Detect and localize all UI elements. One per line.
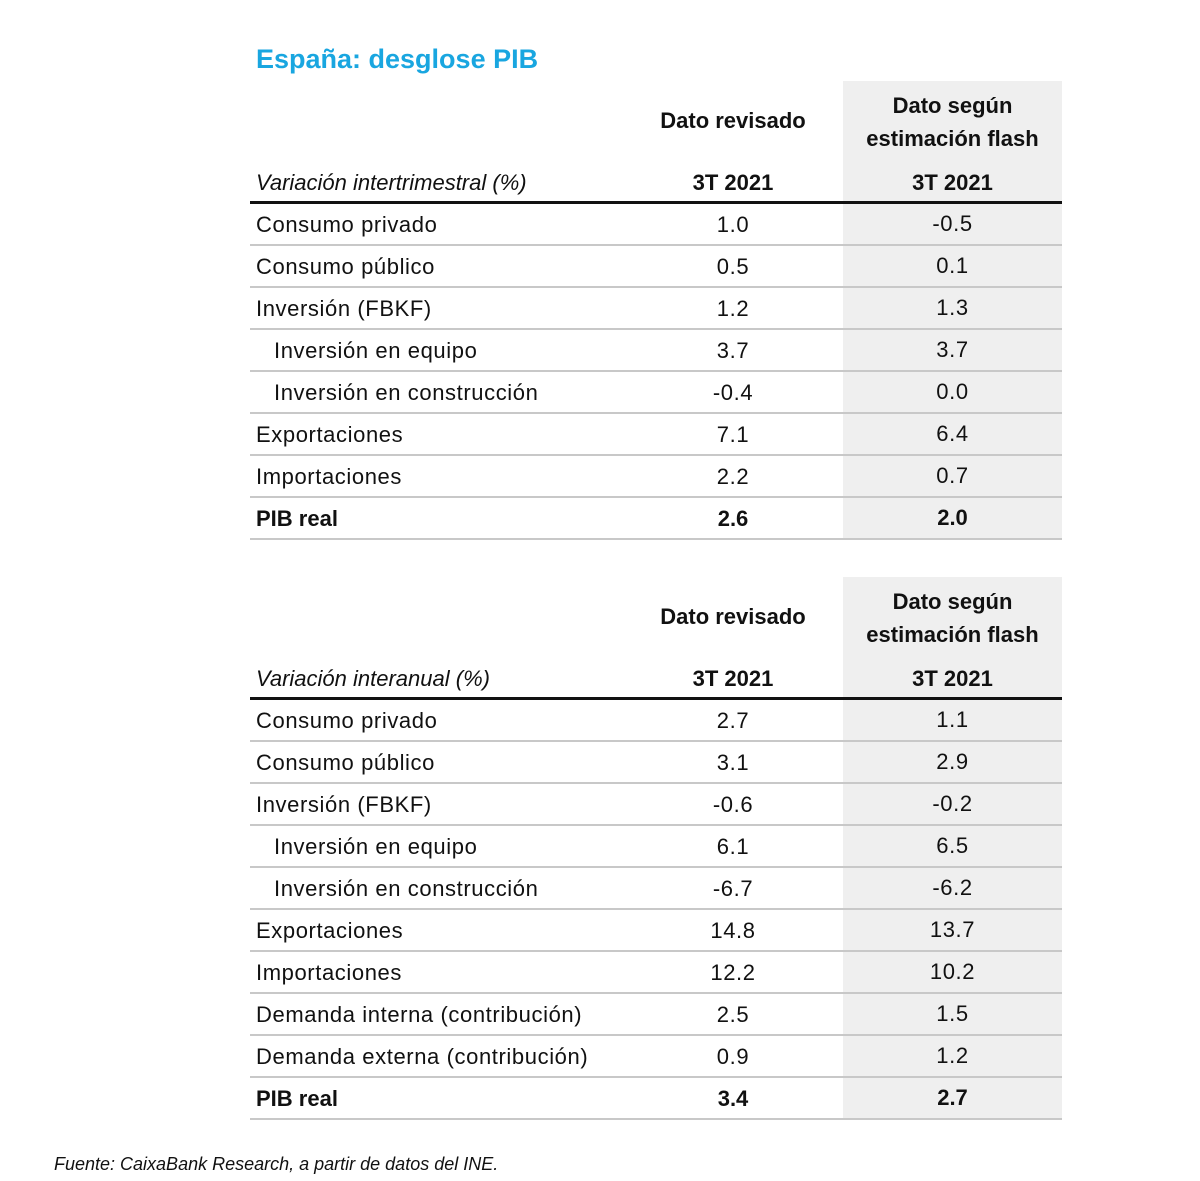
table-header xyxy=(250,81,1062,201)
table-row xyxy=(250,330,1062,372)
value-revised: -0.4 xyxy=(712,380,754,405)
row-header-label: Variación interanual (%) xyxy=(256,666,490,691)
source-note: Fuente: CaixaBank Research, a partir de datos del INE. xyxy=(54,1154,499,1174)
row-label: Consumo privado xyxy=(256,212,438,237)
value-revised: 7.1 xyxy=(716,422,750,447)
value-flash: -0.5 xyxy=(843,204,1062,244)
row-label: Inversión en equipo xyxy=(274,834,478,859)
row-label: Inversión en equipo xyxy=(274,338,478,363)
table-row xyxy=(250,784,1062,826)
value-revised: 2.5 xyxy=(716,1002,750,1027)
value-flash: 1.1 xyxy=(843,700,1062,740)
value-flash: 2.9 xyxy=(843,742,1062,782)
value-flash: -6.2 xyxy=(843,868,1062,908)
value-flash: 0.0 xyxy=(843,372,1062,412)
table-row-total xyxy=(250,498,1062,540)
row-label: Importaciones xyxy=(256,960,402,985)
table-row xyxy=(250,700,1062,742)
table-row xyxy=(250,246,1062,288)
table-row xyxy=(250,414,1062,456)
value-flash: 2.7 xyxy=(843,1078,1062,1118)
value-flash: 0.1 xyxy=(843,246,1062,286)
value-flash: 1.2 xyxy=(843,1036,1062,1076)
column-header-flash-line1: Dato según xyxy=(892,93,1013,118)
value-flash: 2.0 xyxy=(843,498,1062,538)
column-header-flash xyxy=(843,89,1062,155)
value-revised: -0.6 xyxy=(712,792,754,817)
column-header-flash xyxy=(843,585,1062,651)
row-label: Inversión (FBKF) xyxy=(256,792,432,817)
value-revised: 0.9 xyxy=(716,1044,750,1069)
table-row xyxy=(250,826,1062,868)
value-revised: 6.1 xyxy=(716,834,750,859)
value-revised: 1.2 xyxy=(716,296,750,321)
value-flash: -0.2 xyxy=(843,784,1062,824)
value-flash: 6.4 xyxy=(843,414,1062,454)
row-label: Inversión en construcción xyxy=(274,380,539,405)
annual-change-table xyxy=(250,577,1062,1120)
period-revised: 3T 2021 xyxy=(692,666,774,691)
table-row xyxy=(250,952,1062,994)
row-label: PIB real xyxy=(256,506,338,531)
table-row xyxy=(250,204,1062,246)
value-flash: 1.3 xyxy=(843,288,1062,328)
quarterly-change-table xyxy=(250,81,1062,540)
value-revised: 3.7 xyxy=(716,338,750,363)
page-title: España: desglose PIB xyxy=(256,44,539,74)
row-label: Importaciones xyxy=(256,464,402,489)
row-label: Exportaciones xyxy=(256,918,404,943)
column-header-flash-line1: Dato según xyxy=(892,589,1013,614)
column-header-flash-line2: estimación flash xyxy=(866,126,1039,151)
value-revised: 14.8 xyxy=(710,918,756,943)
table-row xyxy=(250,288,1062,330)
table-row xyxy=(250,372,1062,414)
row-label: Consumo privado xyxy=(256,708,438,733)
value-revised: 3.4 xyxy=(717,1086,749,1111)
column-header-revised: Dato revisado xyxy=(660,108,806,133)
value-revised: 12.2 xyxy=(710,960,756,985)
value-flash: 1.5 xyxy=(843,994,1062,1034)
row-label: Demanda interna (contribución) xyxy=(256,1002,583,1027)
table-row xyxy=(250,456,1062,498)
value-flash: 0.7 xyxy=(843,456,1062,496)
value-flash: 13.7 xyxy=(843,910,1062,950)
row-label: Exportaciones xyxy=(256,422,404,447)
table-row-total xyxy=(250,1078,1062,1120)
period-revised: 3T 2021 xyxy=(692,170,774,195)
value-revised: -6.7 xyxy=(712,876,754,901)
column-header-revised: Dato revisado xyxy=(660,604,806,629)
table-row xyxy=(250,1036,1062,1078)
row-label: Demanda externa (contribución) xyxy=(256,1044,589,1069)
column-header-flash-line2: estimación flash xyxy=(866,622,1039,647)
value-flash: 10.2 xyxy=(843,952,1062,992)
value-flash: 6.5 xyxy=(843,826,1062,866)
period-flash: 3T 2021 xyxy=(912,666,993,691)
period-flash: 3T 2021 xyxy=(912,170,993,195)
value-revised: 2.6 xyxy=(717,506,749,531)
value-revised: 3.1 xyxy=(716,750,750,775)
row-label: Inversión en construcción xyxy=(274,876,539,901)
table-row xyxy=(250,910,1062,952)
table-row xyxy=(250,742,1062,784)
value-flash: 3.7 xyxy=(843,330,1062,370)
table-header xyxy=(250,577,1062,697)
value-revised: 2.2 xyxy=(716,464,750,489)
table-row xyxy=(250,868,1062,910)
row-header-label: Variación intertrimestral (%) xyxy=(256,170,527,195)
value-revised: 1.0 xyxy=(716,212,750,237)
table-row xyxy=(250,994,1062,1036)
value-revised: 2.7 xyxy=(716,708,750,733)
row-label: Consumo público xyxy=(256,254,435,279)
row-label: Inversión (FBKF) xyxy=(256,296,432,321)
row-label: Consumo público xyxy=(256,750,435,775)
row-label: PIB real xyxy=(256,1086,338,1111)
value-revised: 0.5 xyxy=(716,254,750,279)
